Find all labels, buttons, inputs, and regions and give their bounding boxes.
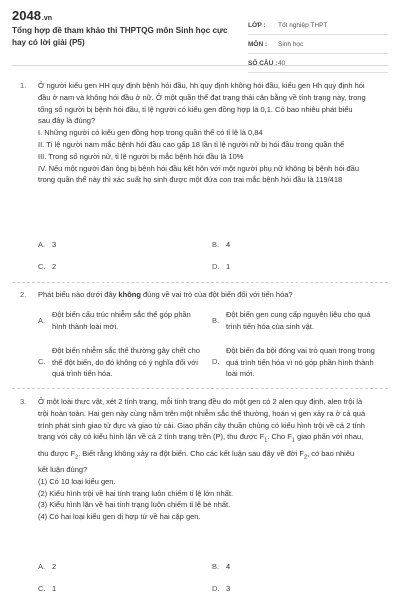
- answer-option-a[interactable]: [38, 240, 56, 249]
- option-letter: D.: [212, 262, 220, 271]
- question-text: [38, 289, 366, 301]
- option-text: 3: [226, 584, 231, 593]
- question-number: 1.: [20, 81, 27, 90]
- option-text: 3: [52, 240, 57, 249]
- info-row-class: [248, 16, 388, 35]
- option-text: Đột biến nhiễm sắc thể thường gây chết cho thể đột biến, do đó không có ý nghĩa đối với quá trình tiến hóa.: [52, 346, 200, 378]
- answer-option-b[interactable]: [212, 562, 230, 571]
- question-text-part: Ở một loài thực vật, xét 2 tính trạng, mỗi tính trạng đều do một gen có 2 alen quy định, alen trội là trội hoàn toàn. Hai gen này cùng nằm trên một nhiễm sắc thể thường, hoán vị gen xảy ra ở cả quá trình phát sinh giao tử đực và giao tử cái. Giao phấn cây thuần chủng có kiểu hình trội về cả 2 tính trạng với cây có kiểu hình lặn về cả 2 tính trạng trên (P), thu được F: [38, 397, 366, 442]
- answer-option-c[interactable]: [38, 584, 56, 593]
- subscript: 2: [304, 454, 308, 461]
- subscript: 1: [291, 437, 295, 444]
- question-text: [38, 396, 366, 523]
- info-value: 40: [278, 59, 286, 67]
- option-letter: C.: [38, 584, 46, 593]
- question-text-part: đúng về vai trò của đột biến đối với tiến hóa?: [140, 290, 293, 299]
- question-emphasis: không: [118, 290, 141, 299]
- question-text-part: . Biết rằng không xảy ra đột biến. Cho các kết luận sau đây về đời F: [78, 448, 304, 458]
- option-text: 2: [52, 562, 57, 571]
- option-letter: A.: [38, 316, 46, 325]
- info-value: Sinh học: [278, 40, 304, 48]
- option-text: Đột biến gen cung cấp nguyên liệu cho quá trình tiến hóa của sinh vật.: [226, 310, 371, 331]
- option-text: Đột biến cấu trúc nhiễm sắc thể góp phần hình thành loài mới.: [52, 310, 191, 331]
- question-divider: [12, 388, 388, 389]
- option-text: 1: [226, 262, 231, 271]
- option-text: 4: [226, 240, 231, 249]
- question-text-part: , có bao nhiêu kết luận đúng?: [38, 448, 355, 474]
- answer-option-a[interactable]: [38, 562, 56, 571]
- option-text: 1: [52, 584, 57, 593]
- option-text: 2: [52, 262, 57, 271]
- info-key: LỚP :: [248, 21, 266, 29]
- question-text-part: . Cho F: [267, 432, 292, 442]
- option-letter: A.: [38, 562, 46, 571]
- question-text-part: giao phấn với nhau, thu được F: [38, 432, 364, 458]
- logo-text: 2048: [12, 8, 41, 23]
- question-text-part: Phát biểu nào dưới đây: [38, 290, 119, 299]
- answer-option-b[interactable]: [212, 240, 230, 249]
- option-text: Đột biến đa bội đóng vai trò quan trọng trong quá trình tiến hóa vì nó góp phần hình thành loài mới.: [226, 346, 375, 378]
- answer-option-d[interactable]: [212, 584, 230, 593]
- info-key: MÔN :: [248, 40, 268, 48]
- option-letter: B.: [212, 316, 220, 325]
- info-row-subject: [248, 35, 388, 54]
- statement-item: (2) Kiểu hình trội về hai tính trạng luôn chiếm tỉ lệ lớn nhất.: [38, 488, 234, 498]
- info-value: Tốt nghiệp THPT: [278, 21, 328, 29]
- option-letter: A.: [38, 240, 46, 249]
- site-logo[interactable]: [12, 8, 52, 23]
- info-key: SỐ CÂU :: [248, 59, 278, 67]
- subscript: 1: [264, 437, 268, 444]
- logo-suffix: .vn: [41, 15, 53, 22]
- option-letter: D.: [212, 357, 220, 366]
- statement-item: (1) Có 10 loại kiểu gen.: [38, 476, 116, 486]
- question-divider: [12, 282, 388, 283]
- question-number: 3.: [20, 397, 27, 406]
- document-title: Tổng hợp đề tham khảo thi THPTQG môn Sinh học cực hay có lời giải (P5): [12, 26, 228, 47]
- header-divider: [12, 65, 388, 66]
- question-text: Ở người kiểu gen HH quy định bệnh hói đầu, hh quy định không hói đầu, kiểu gen Hh quy định hói đầu ở nam và không hói đầu ở nữ. Ở một quần thể đạt trạng thái cân bằng về tính trạng này, trong tổng số người bị bệnh hói đầu, tỉ lệ người có kiểu gen đồng hợp là 0,1. Có bao nhiêu phát biểu sau đây là đúng? I. Những người có kiểu gen đồng hợp trong quần thể có tỉ lệ là 0,84 II. Tỉ lệ người nam mắc bệnh hói đầu cao gấp 18 lần tỉ lệ người nữ bị hói đầu trong quần thể III. Trong số người nữ, tỉ lệ người bị mắc bệnh hói đầu là 10% IV. Nếu một người đàn ông bị bệnh hói đầu kết hôn với một người phụ nữ không bị bệnh hói đầu trong quần thể này thì xác suất họ sinh được một đứa con trai mắc bệnh hói đầu là 119/418: [38, 81, 366, 185]
- info-row-count: [248, 54, 388, 73]
- option-letter: B.: [212, 562, 220, 571]
- option-text: 4: [226, 562, 231, 571]
- option-letter: D.: [212, 584, 220, 593]
- question-number: 2.: [20, 290, 27, 299]
- statement-item: (3) Kiểu hình lặn về hai tính trạng luôn chiếm tỉ lệ bé nhất.: [38, 500, 231, 510]
- option-letter: C.: [38, 357, 46, 366]
- option-letter: C.: [38, 262, 46, 271]
- answer-option-c[interactable]: [38, 262, 56, 271]
- statement-item: (4) Có hai loại kiểu gen dị hợp tử về hai cặp gen.: [38, 512, 201, 522]
- answer-option-d[interactable]: [212, 262, 230, 271]
- subscript: 2: [75, 454, 79, 461]
- option-letter: B.: [212, 240, 220, 249]
